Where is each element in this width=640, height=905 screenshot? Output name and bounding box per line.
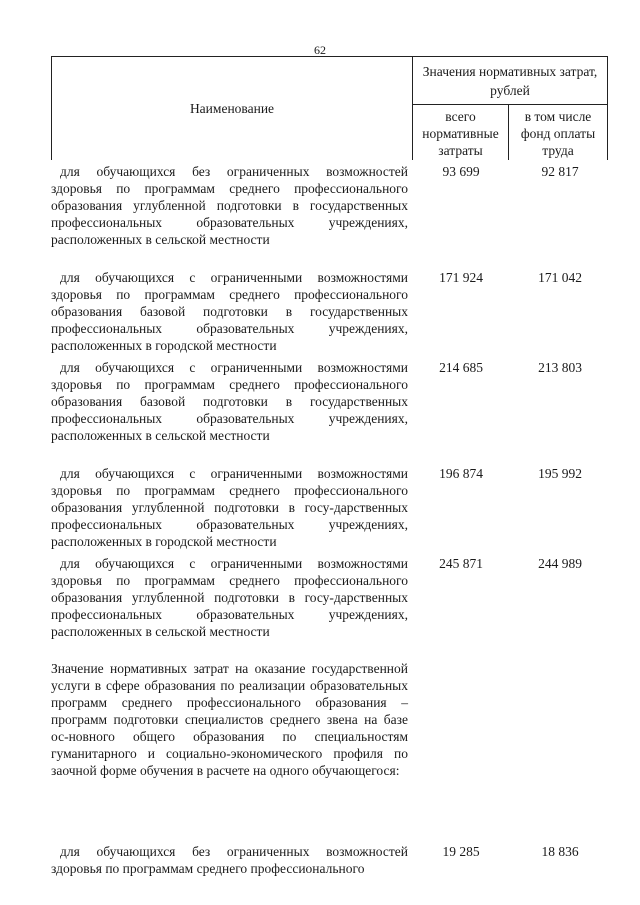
- row-wage-fund: 244 989: [538, 556, 582, 571]
- row-wage-fund: 18 836: [541, 844, 579, 859]
- row-wage-fund: 195 992: [538, 466, 582, 481]
- row-name: для обучающихся с ограниченными возможностями здоровья по программам среднего профессионального образования базовой подготовки в государственных профессиональных образовательных учреждениях, расположенных в городской местности: [51, 270, 408, 353]
- section-heading: Значение нормативных затрат на оказание государственной услуги в сфере образования по реализации образовательных программ среднего профессионального образования – программ подготовки специалистов среднего звена на базе ос-новного общего образования по специальностям гуманитарного и социально-экономического профиля по заочной форме обучения в расчете на одного обучающегося:: [51, 661, 408, 778]
- page-number: 62: [314, 43, 326, 57]
- header-wage-column: в том числе фонд оплаты труда: [520, 109, 596, 158]
- row-name: для обучающихся без ограниченных возможностей здоровья по программам среднего профессионального образования углубленной подготовки в государственных профессиональных образовательных учреждениях, расположенных в сельской местности: [51, 164, 408, 247]
- row-total-cost: 171 924: [439, 270, 483, 285]
- row-total-cost: 93 699: [442, 164, 480, 179]
- row-wage-fund: 213 803: [538, 360, 582, 375]
- header-values-group: Значения нормативных затрат, рублей: [413, 57, 607, 105]
- row-wage-fund: 92 817: [541, 164, 579, 179]
- row-name: для обучающихся с ограниченными возможностями здоровья по программам среднего профессионального образования базовой подготовки в государственных профессиональных образовательных учреждениях, расположенных в сельской местности: [51, 360, 408, 443]
- table-header: [51, 56, 608, 160]
- row-total-cost: 214 685: [439, 360, 483, 375]
- row-wage-fund: 171 042: [538, 270, 582, 285]
- header-total-column: всего нормативные затраты: [413, 105, 509, 160]
- row-name: для обучающихся с ограниченными возможностями здоровья по программам среднего профессионального образования углубленной подготовки в госу-дарственных профессиональных образовательных учреждениях, расположенных в сельской местности: [51, 556, 408, 639]
- header-name-column: Наименование: [52, 57, 413, 160]
- row-total-cost: 19 285: [442, 844, 480, 859]
- row-total-cost: 245 871: [439, 556, 483, 571]
- row-total-cost: 196 874: [439, 466, 483, 481]
- row-name: для обучающихся без ограниченных возможностей здоровья по программам среднего профессионального: [51, 844, 408, 876]
- row-name: для обучающихся с ограниченными возможностями здоровья по программам среднего профессионального образования углубленной подготовки в госу-дарственных профессиональных образовательных учреждениях, расположенных в городской местности: [51, 466, 408, 549]
